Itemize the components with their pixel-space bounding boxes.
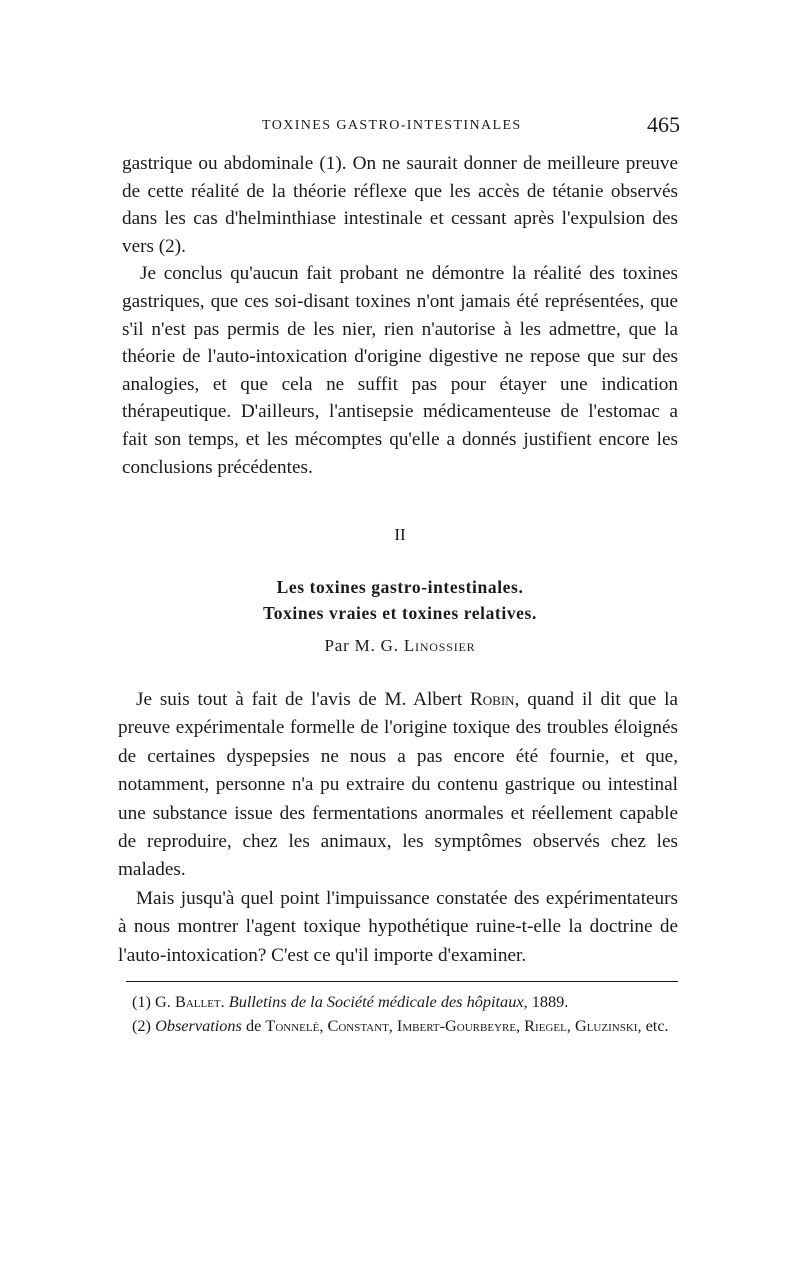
footnote-rule <box>126 981 678 982</box>
section-title: Les toxines gastro-intestinales. <box>276 577 524 597</box>
footnote-authors: Tonnelé, Constant, Imbert-Gourbeyre, Riegel, Gluzinski <box>265 1015 638 1035</box>
section-body-text <box>118 686 678 970</box>
body-text <box>122 150 678 481</box>
footnote-text: de <box>241 1015 266 1035</box>
page-header <box>122 112 682 142</box>
section-subtitle: Toxines vraies et toxines relatives. <box>263 603 537 623</box>
byline-author: Linossier <box>403 636 476 655</box>
footnote-year: , 1889. <box>523 992 569 1011</box>
running-title: TOXINES GASTRO-INTESTINALES <box>262 118 522 133</box>
footnotes <box>122 990 678 1037</box>
section-number: II <box>394 525 406 544</box>
footnote-author: Ballet <box>174 992 221 1011</box>
footnote-title: Bulletins de la Société médicale des hôpitaux <box>228 992 524 1011</box>
paragraph-text: , quand il dit que la preuve expérimentale formelle de l'origine toxique des troubles éloignés de certaines dyspepsies ne nous a pas encore été fournie, et que, notamment, personne n'a pu extraire du contenu gastrique ou intestinal une substance issue des fermentations anormales et réellement capable de reproduire, chez les animaux, les symptômes observés chez les malades. <box>118 689 678 881</box>
footnote-text: , etc. <box>637 1015 669 1035</box>
footnote <box>122 990 678 1014</box>
paragraph: Je conclus qu'aucun fait probant ne démontre la réalité des toxines gastriques, que ces soi-disant toxines n'ont jamais été représentées, que s'il n'est pas permis de les nier, rien n'autorise à les admettre, que la théorie de l'auto-intoxication d'origine digestive ne repose que sur des analogies, et que cela ne suffit pas pour étayer une indication thérapeutique. D'ailleurs, l'antisepsie médicamenteuse de l'estomac a fait son temps, et les mécomptes qu'elle a donnés justifient encore les conclusions précédentes. <box>122 263 678 478</box>
footnote-separator: . <box>220 992 229 1011</box>
footnote-marker: (1) G. <box>132 992 175 1011</box>
paragraph-text: Je suis tout à fait de l'avis de M. Albert <box>136 689 470 710</box>
footnote-title: Observations <box>155 1015 242 1035</box>
paragraph: Mais jusqu'à quel point l'impuissance constatée des expérimentateurs à nous montrer l'agent toxique hypothétique ruine-t-elle la doctrine de l'auto-intoxication? C'est ce qu'il importe d'examiner. <box>118 887 678 966</box>
byline <box>0 636 800 656</box>
footnote-marker: (2) <box>132 1015 156 1035</box>
paragraph: gastrique ou abdominale (1). On ne saurait donner de meilleure preuve de cette réalité de la théorie réflexe que les accès de tétanie observés dans les cas d'helminthiase intestinale et cessant après l'expulsion des vers (2). <box>122 153 678 257</box>
author-name: Robin <box>470 689 515 710</box>
paragraph <box>118 686 678 885</box>
byline-prefix: Par M. G. <box>324 636 404 655</box>
page-number: 465 <box>647 112 680 137</box>
footnote <box>122 1014 678 1038</box>
